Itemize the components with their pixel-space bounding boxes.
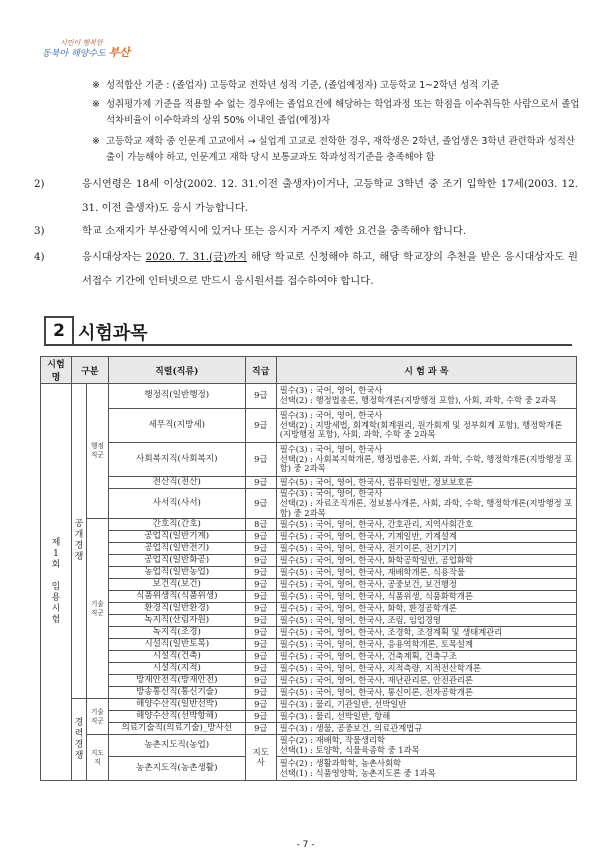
grade-cell: 9급	[245, 615, 276, 627]
table-row	[41, 699, 577, 711]
logo-slogan-line2: 동북아 해양수도	[42, 49, 106, 59]
grade-cell: 9급	[245, 603, 276, 615]
page-number: - 7 -	[296, 840, 315, 850]
subjects-cell: 필수(5) : 국어, 영어, 한국사, 전기이론, 전기기기	[276, 543, 576, 555]
table-row	[41, 443, 577, 477]
grade-cell: 9급	[245, 543, 276, 555]
item-text-post: 해당 학교로 신청해야 하고, 해당 학교장의 추천을 받은 응시대상자도 원서접수 기간에 인터넷으로 반드시 응시원서를 접수하여야 합니다.	[82, 251, 578, 287]
subjects-cell: 필수(2) : 생활과학학, 농촌사회학 선택(1) : 식품영양학, 농촌지도론 중 1과목	[276, 757, 576, 781]
subjects-cell: 필수(5) : 국어, 영어, 한국사, 응용역학개론, 토목설계	[276, 639, 576, 651]
subjects-cell: 필수(5) : 국어, 영어, 한국사, 컴퓨터일반, 정보보호론	[276, 477, 576, 489]
grade-cell: 9급	[245, 651, 276, 663]
table-row	[41, 757, 577, 781]
subgroup-guide: 지도직	[87, 735, 109, 781]
series-cell: 해양수산직(일반선박)	[108, 699, 245, 711]
table-row	[41, 384, 577, 409]
table-row	[41, 663, 577, 675]
series-cell: 공업직(일반기계)	[108, 531, 245, 543]
grade-cell: 9급	[245, 477, 276, 489]
subjects-cell: 필수(3) : 국어, 영어, 한국사 선택(2) : 자료조직개론, 정보봉사개론, 사회, 과학, 수학, 행정학개론(지방행정 포함) 중 2과목	[276, 489, 576, 519]
subjects-cell: 필수(3) : 물리, 선박일반, 항해	[276, 711, 576, 723]
series-cell: 간호직(간호)	[108, 519, 245, 531]
series-cell: 농촌지도직(농업)	[108, 735, 245, 757]
series-cell: 방송통신직(통신기술)	[108, 687, 245, 699]
grade-cell: 9급	[245, 409, 276, 443]
note-mark: ※	[92, 136, 100, 147]
deadline-date: 2020. 7. 31.(금)까지	[145, 251, 248, 263]
series-cell: 농촌지도직(농촌생활)	[108, 757, 245, 781]
table-row	[41, 579, 577, 591]
series-cell: 해양수산직(선박항해)	[108, 711, 245, 723]
series-cell: 시설직(일반토목)	[108, 639, 245, 651]
series-cell: 환경직(일반환경)	[108, 603, 245, 615]
note-transfer	[92, 134, 582, 166]
logo-slogan-line1: 시민이 행복한	[60, 39, 103, 47]
table-row	[41, 735, 577, 757]
subjects-cell: 필수(5) : 국어, 영어, 한국사, 조림, 임업경영	[276, 615, 576, 627]
grade-cell: 9급	[245, 567, 276, 579]
subjects-cell: 필수(5) : 국어, 영어, 한국사, 건축계획, 건축구조	[276, 651, 576, 663]
series-cell: 사회복지직(사회복지)	[108, 443, 245, 477]
grade-cell: 9급	[245, 627, 276, 639]
series-cell: 농업직(일반농업)	[108, 567, 245, 579]
series-cell: 전산직(전산)	[108, 477, 245, 489]
subgroup-career-tech: 기술 직군	[87, 699, 109, 735]
note-mark: ※	[92, 99, 100, 110]
subjects-cell: 필수(5) : 국어, 영어, 한국사, 재난관리론, 안전관리론	[276, 675, 576, 687]
subjects-cell: 필수(3) : 국어, 영어, 한국사 선택(2) : 지방세법, 회계학(회계원리, 원가회계 및 정부회계 포함), 행정학개론(지방행정 포함), 사회, 과학, 수학 중 2과목	[276, 409, 576, 443]
subjects-cell: 필수(5) : 국어, 영어, 한국사, 조경학, 조경계획 및 생태계관리	[276, 627, 576, 639]
item-number: 3)	[34, 225, 45, 237]
series-cell: 세무직(지방세)	[108, 409, 245, 443]
exam-name-cell: 제 1 회 임 용 시 험	[41, 384, 72, 781]
table-row	[41, 519, 577, 531]
table-row	[41, 639, 577, 651]
table-row	[41, 711, 577, 723]
header-series: 직렬(직류)	[108, 357, 245, 384]
series-cell: 사서직(사서)	[108, 489, 245, 519]
header-exam-name: 시험명	[41, 357, 72, 384]
subjects-cell: 필수(2) : 재배학, 작물생리학 선택(1) : 토양학, 식물육종학 중 1과목	[276, 735, 576, 757]
note-text: 성취평가제 기준을 적용할 수 없는 경우에는 졸업요건에 해당하는 학업과정 또는 학점을 이수취득한 사람으로서 졸업 석차비율이 이수학과의 상위 50% 이내인 졸업(예정)자	[106, 99, 580, 126]
item-application-deadline	[34, 245, 578, 293]
section-header	[44, 316, 572, 346]
header-subjects: 시 험 과 목	[276, 357, 576, 384]
exam-subjects-table	[40, 356, 577, 781]
subjects-cell: 필수(5) : 국어, 영어, 한국사, 화학공학일반, 공업화학	[276, 555, 576, 567]
series-cell: 방재안전직(방재안전)	[108, 675, 245, 687]
series-cell: 녹지직(산림자원)	[108, 615, 245, 627]
table-row	[41, 567, 577, 579]
series-cell: 녹지직(조경)	[108, 627, 245, 639]
subjects-cell: 필수(5) : 국어, 영어, 한국사, 통신이론, 전자공학개론	[276, 687, 576, 699]
item-text: 응시연령은 18세 이상(2002. 12. 31.이전 출생자)이거나, 고등학교 3학년 중 조기 입학한 17세(2003. 12. 31. 이전 출생자)도 응시 가능합니다.	[82, 178, 578, 214]
series-cell: 의료기술직(의료기술)_방사선	[108, 723, 245, 735]
grade-cell: 9급	[245, 675, 276, 687]
subjects-cell: 필수(5) : 국어, 영어, 한국사, 재배학개론, 식용작물	[276, 567, 576, 579]
subjects-cell: 필수(5) : 국어, 영어, 한국사, 기계일반, 기계설계	[276, 531, 576, 543]
table-row	[41, 675, 577, 687]
item-text: 학교 소재지가 부산광역시에 있거나 또는 응시자 거주지 제한 요건을 충족해야 합니다.	[82, 225, 467, 237]
item-text-pre: 응시대상자는	[82, 251, 146, 263]
table-row	[41, 651, 577, 663]
logo-city-name: 부산	[108, 46, 130, 59]
series-cell: 보건직(보건)	[108, 579, 245, 591]
series-cell: 식품위생직(식품위생)	[108, 591, 245, 603]
busan-logo	[42, 40, 130, 59]
grade-cell: 9급	[245, 699, 276, 711]
header-grade: 직급	[245, 357, 276, 384]
grade-cell: 9급	[245, 443, 276, 477]
table-row	[41, 543, 577, 555]
table-row	[41, 489, 577, 519]
subjects-cell: 필수(3) : 생물, 공중보건, 의료관계법규	[276, 723, 576, 735]
series-cell: 공업직(일반전기)	[108, 543, 245, 555]
header-division: 구분	[72, 357, 109, 384]
note-achievement-eval	[92, 97, 582, 129]
table-row	[41, 603, 577, 615]
grade-cell: 9급	[245, 489, 276, 519]
table-row	[41, 477, 577, 489]
grade-cell: 9급	[245, 663, 276, 675]
grade-cell: 9급	[245, 687, 276, 699]
series-cell: 시설직(지적)	[108, 663, 245, 675]
subjects-cell: 필수(5) : 국어, 영어, 한국사, 지적측량, 지적전산학개론	[276, 663, 576, 675]
grade-cell: 9급	[245, 384, 276, 409]
table-row	[41, 723, 577, 735]
note-mark: ※	[92, 80, 100, 91]
item-number: 2)	[34, 178, 45, 190]
table-row	[41, 687, 577, 699]
grade-cell: 9급	[245, 591, 276, 603]
table-header-row	[41, 357, 577, 384]
subjects-cell: 필수(5) : 국어, 영어, 한국사, 공중보건, 보건행정	[276, 579, 576, 591]
item-location-requirement	[34, 219, 578, 243]
table-row	[41, 615, 577, 627]
section-number: 2	[44, 316, 74, 346]
note-text: 성적합산 기준 : (졸업자) 고등학교 전학년 성적 기준, (졸업예정자) 고등학교 1~2학년 성적 기준	[106, 80, 500, 91]
series-cell: 시설직(건축)	[108, 651, 245, 663]
item-number: 4)	[34, 251, 45, 263]
subgroup-admin: 행정 직군	[87, 384, 109, 519]
note-text: 고등학교 재학 중 인문계 고교에서 → 실업계 고교로 전학한 경우, 재학생은 2학년, 졸업생은 3학년 관련학과 성적산출이 가능해야 하고, 인문계고 재학 당시 보통교과도 학과성적기준을 충족해야 함	[106, 136, 575, 163]
series-cell: 행정직(일반행정)	[108, 384, 245, 409]
grade-cell: 9급	[245, 531, 276, 543]
grade-cell: 9급	[245, 711, 276, 723]
subjects-cell: 필수(5) : 국어, 영어, 한국사, 화학, 환경공학개론	[276, 603, 576, 615]
grade-cell: 지도사	[245, 735, 276, 781]
table-row	[41, 627, 577, 639]
subjects-cell: 필수(5) : 국어, 영어, 한국사, 간호관리, 지역사회간호	[276, 519, 576, 531]
series-cell: 공업직(일반화공)	[108, 555, 245, 567]
item-age-requirement	[34, 172, 578, 220]
subjects-cell: 필수(3) : 물리, 기관일반, 선박일반	[276, 699, 576, 711]
section-title: 시험과목	[78, 323, 148, 344]
grade-cell: 8급	[245, 519, 276, 531]
grade-cell: 9급	[245, 723, 276, 735]
grade-cell: 9급	[245, 639, 276, 651]
table-row	[41, 555, 577, 567]
subjects-cell: 필수(5) : 국어, 영어, 한국사, 식품위생, 식품화학개론	[276, 591, 576, 603]
table-row	[41, 591, 577, 603]
grade-cell: 9급	[245, 579, 276, 591]
group-career-competition: 경 력 경 쟁	[72, 699, 87, 781]
table-row	[41, 531, 577, 543]
subjects-cell: 필수(3) : 국어, 영어, 한국사 선택(2) : 행정법총론, 행정학개론(지방행정 포함), 사회, 과학, 수학 중 2과목	[276, 384, 576, 409]
grade-cell: 9급	[245, 555, 276, 567]
subjects-cell: 필수(3) : 국어, 영어, 한국사 선택(2) : 사회복지학개론, 행정법총론, 사회, 과학, 수학, 행정학개론(지방행정 포함) 중 2과목	[276, 443, 576, 477]
table-row	[41, 409, 577, 443]
note-grade-basis	[92, 78, 582, 94]
subgroup-tech: 기술 직군	[87, 519, 109, 699]
group-open-competition: 공 개 경 쟁	[72, 384, 87, 699]
